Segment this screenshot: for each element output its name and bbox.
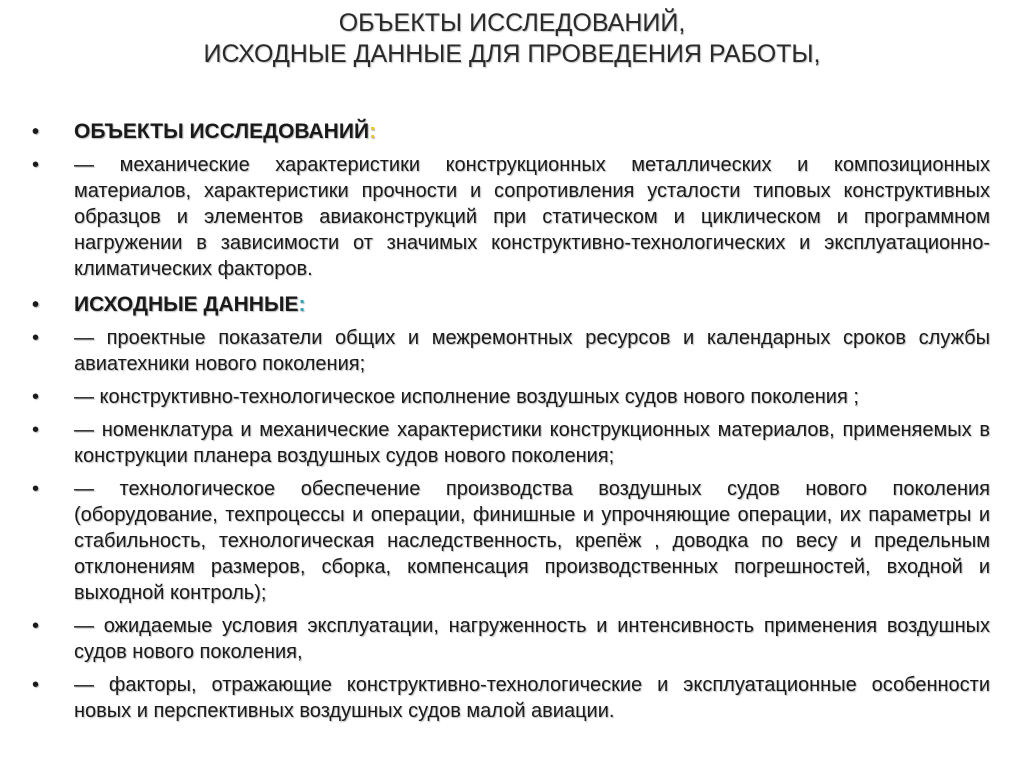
title-line-2: ИСХОДНЫЕ ДАННЫЕ ДЛЯ ПРОВЕДЕНИЯ РАБОТЫ, xyxy=(203,40,821,68)
bullet-icon: • xyxy=(32,327,40,349)
bullet-icon: • xyxy=(32,615,40,637)
list-item-text: — механические характеристики конструкционных металлических и композиционных материалов, характеристики прочности и сопротивления усталости типовых конструктивных образцов и элементов авиаконструкций при статическом и циклическом и программном нагружении в зависимости от значимых конструктивно-технологических и эксплуатационно-климатических факторов. xyxy=(74,154,990,280)
list-item-text: — факторы, отражающие конструктивно-технологические и эксплуатационные особенности новых и перспективных воздушных судов малой авиации. xyxy=(74,674,990,722)
list-item-text: — ожидаемые условия эксплуатации, нагруженность и интенсивность применения воздушных судов нового поколения, xyxy=(74,615,990,663)
bullet-list xyxy=(32,116,990,731)
section-heading-objects xyxy=(32,116,990,148)
bullet-icon: • xyxy=(32,674,40,696)
section-heading-initial-data xyxy=(32,289,990,321)
title-line-1: ОБЪЕКТЫ ИССЛЕДОВАНИЙ, xyxy=(338,9,686,37)
bullet-icon: • xyxy=(32,154,40,176)
list-item-text: — проектные показатели общих и межремонтных ресурсов и календарных сроков службы авиатехники нового поколения; xyxy=(74,327,990,375)
heading-colon: : xyxy=(298,293,306,316)
list-item xyxy=(32,384,990,410)
bullet-icon: • xyxy=(32,121,40,143)
heading-colon: : xyxy=(369,120,377,143)
list-item-text: — номенклатура и механические характеристики конструкционных материалов, применяемых в конструкции планера воздушных судов нового поколения; xyxy=(74,419,990,467)
bullet-icon: • xyxy=(32,478,40,500)
bullet-icon: • xyxy=(32,294,40,316)
list-item xyxy=(32,672,990,724)
list-item-text: — технологическое обеспечение производства воздушных судов нового поколения (оборудование, техпроцессы и операции, финишные и упрочняющие операции, их параметры и стабильность, технологическая наследственность, крепёж , доводка по весу и предельным отклонениям размеров, сборка, компенсация производственных погрешностей, входной и выходной контроль); xyxy=(74,478,990,604)
section-heading-label: ИСХОДНЫЕ ДАННЫЕ xyxy=(74,293,299,316)
list-item xyxy=(32,613,990,665)
list-item xyxy=(32,417,990,469)
slide-title xyxy=(0,8,1024,70)
list-item xyxy=(32,325,990,377)
list-item-text: — конструктивно-технологическое исполнение воздушных судов нового поколения ; xyxy=(74,386,859,408)
list-item xyxy=(32,152,990,282)
bullet-icon: • xyxy=(32,386,40,408)
list-item xyxy=(32,476,990,606)
section-heading-label: ОБЪЕКТЫ ИССЛЕДОВАНИЙ xyxy=(74,120,370,143)
bullet-icon: • xyxy=(32,419,40,441)
